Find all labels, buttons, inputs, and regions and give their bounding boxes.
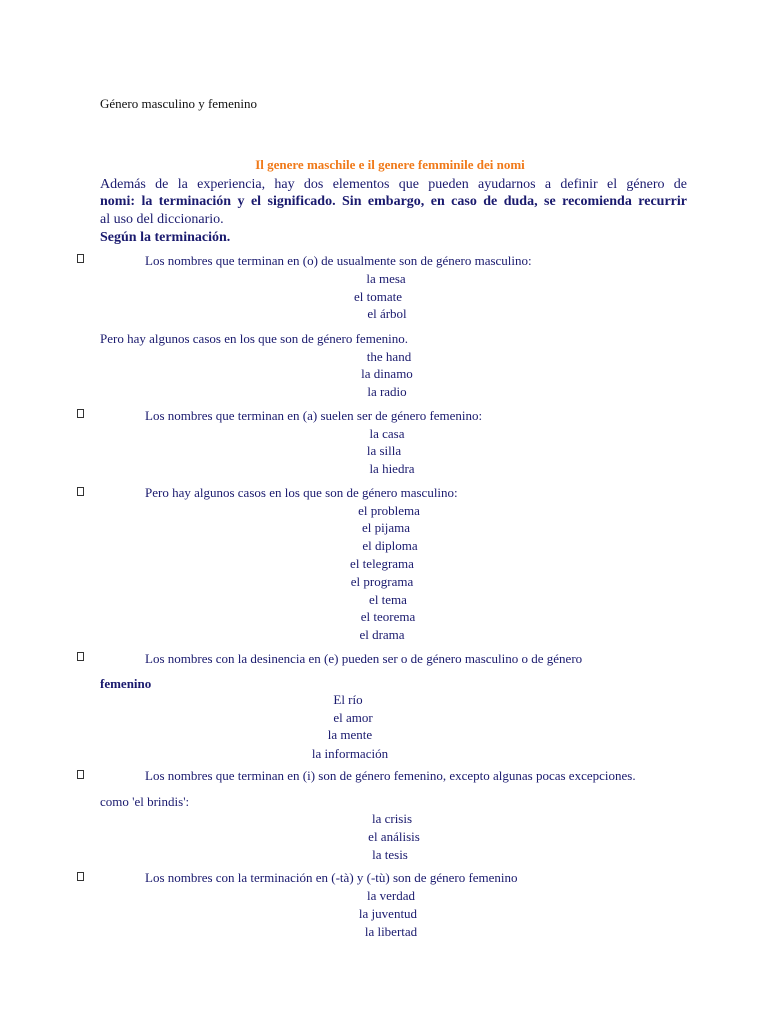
- bullet-icon: [77, 652, 84, 661]
- bullet-icon: [77, 409, 84, 418]
- example-item: el árbol: [367, 306, 407, 321]
- example-item: la crisis: [371, 811, 413, 826]
- example-item: el análisis: [368, 829, 420, 844]
- example-item: la juventud: [358, 906, 418, 921]
- example-item: el teorema: [360, 609, 416, 624]
- example-item: el amor: [333, 710, 373, 725]
- example-item: El río: [333, 692, 363, 707]
- example-item: la libertad: [364, 924, 418, 939]
- example-item: la verdad: [366, 888, 416, 903]
- rule1-text: Los nombres que terminan en (o) de usualmente son de género masculino:: [145, 253, 532, 268]
- example-item: el tomate: [353, 289, 403, 304]
- example-item: el programa: [350, 574, 414, 589]
- rule5-continuation: como 'el brindis':: [100, 794, 190, 809]
- intro-line-1: Además de la experiencia, hay dos elementos que pueden ayudarnos a definir el género de: [100, 177, 687, 192]
- bullet-icon: [77, 872, 84, 881]
- rule5-text: Los nombres que terminan en (i) son de género femenino, excepto algunas pocas excepciones.: [145, 768, 636, 783]
- example-item: la silla: [366, 443, 402, 458]
- example-item: la casa: [369, 426, 405, 441]
- rule6-text: Los nombres con la terminación en (-tà) y (-tù) son de género femenino: [145, 870, 518, 885]
- example-item: el tema: [369, 592, 407, 607]
- example-item: el telegrama: [350, 556, 414, 571]
- bullet-icon: [77, 487, 84, 496]
- section-title: Il genere maschile e il genere femminile dei nomi: [255, 157, 525, 172]
- example-item: la información: [311, 746, 389, 761]
- rule4-continuation: femenino: [100, 676, 152, 691]
- rule1-exception-text: Pero hay algunos casos en los que son de género femenino.: [100, 331, 408, 346]
- example-item: the hand: [366, 349, 412, 364]
- example-item: la radio: [367, 384, 407, 399]
- example-item: el pijama: [361, 520, 411, 535]
- example-item: la mente: [327, 727, 373, 742]
- page-header-title: Género masculino y femenino: [100, 96, 258, 111]
- intro-line-2: nomi: la terminación y el significado. Sin embargo, en caso de duda, se recomienda recurrir: [100, 194, 687, 209]
- intro-line-3: al uso del diccionario.: [100, 212, 224, 227]
- example-item: el drama: [359, 627, 405, 642]
- rule3-text: Pero hay algunos casos en los que son de género masculino:: [145, 485, 458, 500]
- example-item: el diploma: [362, 538, 418, 553]
- example-item: la tesis: [372, 847, 408, 862]
- example-item: el problema: [358, 503, 420, 518]
- example-item: la mesa: [366, 271, 406, 286]
- rule2-text: Los nombres que terminan en (a) suelen ser de género femenino:: [145, 408, 483, 423]
- bullet-icon: [77, 254, 84, 263]
- example-item: la dinamo: [361, 366, 413, 381]
- example-item: la hiedra: [369, 461, 415, 476]
- bullet-icon: [77, 770, 84, 779]
- rule4-text: Los nombres con la desinencia en (e) pueden ser o de género masculino o de género: [145, 651, 583, 666]
- subheading-termination: Según la terminación.: [100, 230, 231, 245]
